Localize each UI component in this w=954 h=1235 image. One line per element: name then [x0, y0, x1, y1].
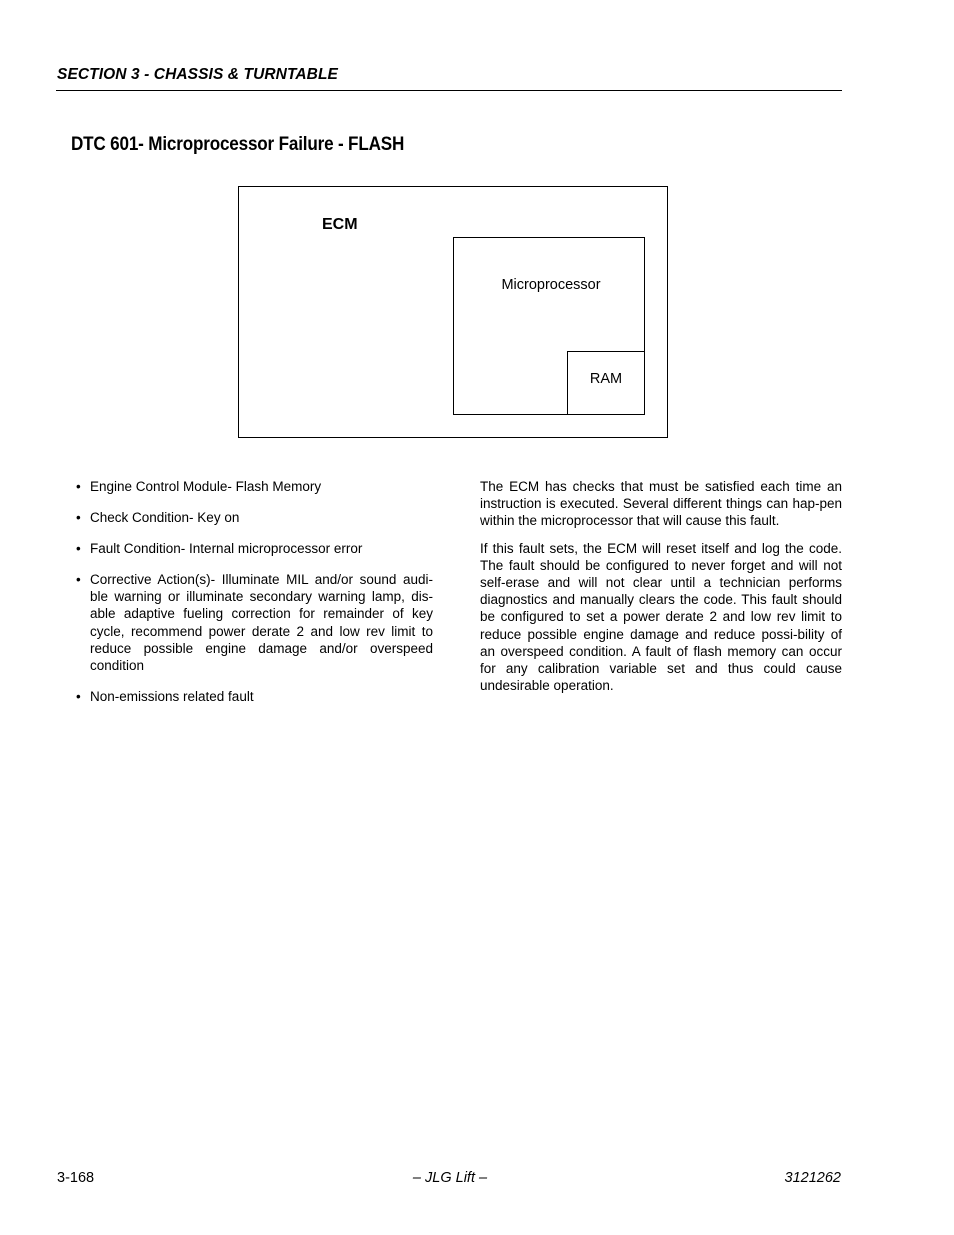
list-item-text: Non-emissions related fault — [90, 689, 254, 705]
list-item-text: Check Condition- Key on — [90, 510, 240, 525]
ecm-label: ECM — [322, 216, 358, 233]
header-rule — [56, 90, 842, 91]
microprocessor-label: Microprocessor — [501, 277, 601, 293]
bullet-icon: • — [76, 689, 81, 705]
list-item — [76, 509, 433, 526]
bullet-icon: • — [76, 572, 81, 587]
list-item — [76, 540, 433, 557]
page-title: DTC 601- Microprocessor Failure - FLASH — [71, 134, 405, 155]
fault-details-list — [76, 478, 433, 719]
page-number: 3-168 — [57, 1170, 95, 1186]
bullet-icon: • — [76, 510, 81, 525]
bullet-icon: • — [76, 479, 81, 494]
bullet-icon: • — [76, 541, 81, 556]
list-item — [76, 478, 433, 495]
list-item-text: Corrective Action(s)- Illuminate MIL and/or sound audi-ble warning or illuminate secondary warning lamp, dis-able adaptive fueling correction for remainder of key cycle, recommend power derate 2 and low rev limit to reduce possible engine damage and/or overspeed condition — [90, 572, 433, 674]
list-item-text: Engine Control Module- Flash Memory — [90, 479, 322, 494]
document-number: 3121262 — [784, 1170, 841, 1186]
section-header: SECTION 3 - CHASSIS & TURNTABLE — [57, 66, 338, 83]
list-item — [76, 571, 433, 674]
list-item-text: Fault Condition- Internal microprocessor error — [90, 541, 363, 556]
list-item — [76, 688, 433, 705]
description-paragraph: The ECM has checks that must be satisfied each time an instruction is executed. Several different things can hap-pen within the microprocessor that will cause this fault. — [480, 479, 842, 529]
footer-brand: – JLG Lift – — [412, 1170, 488, 1186]
description-paragraph: If this fault sets, the ECM will reset itself and log the code. The fault should be configured to never forget and will not self-erase and will not clear until a technician performs diagnostics and manually clears the code. This fault should be configured to set a power derate 2 and low rev limit to reduce possible engine damage and reduce possi-bility of an overspeed condition. A fault of flash memory can occur for any calibration variable set and thus could cause undesirable operation. — [480, 540, 842, 694]
description-column — [480, 478, 842, 704]
ram-label: RAM — [589, 371, 623, 387]
